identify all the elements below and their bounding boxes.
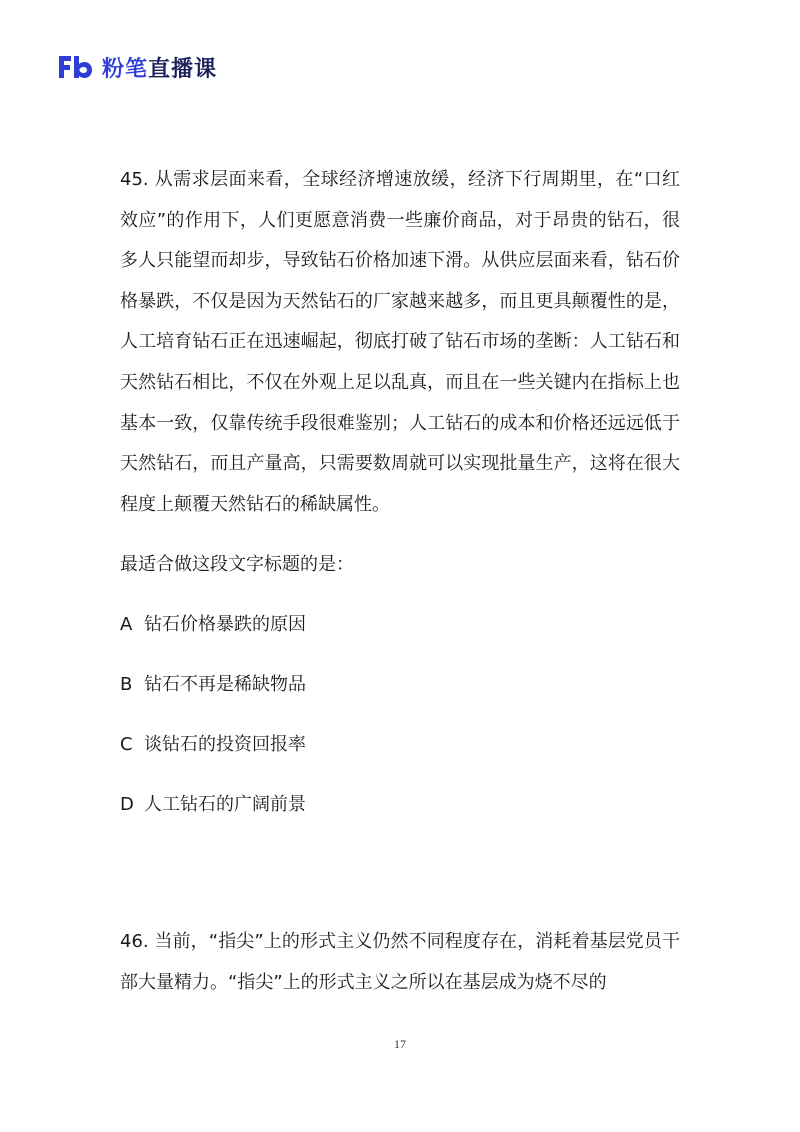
question-46-text: 当前，“指尖”上的形式主义仍然不同程度存在，消耗着基层党员干部大量精力。“指尖”上的形式主义之所以在基层成为烧不尽的 bbox=[120, 931, 680, 993]
option-d-text: 人工钻石的广阔前景 bbox=[144, 794, 306, 816]
option-a-text: 钻石价格暴跌的原因 bbox=[144, 614, 306, 636]
question-45 bbox=[120, 160, 680, 825]
question-46 bbox=[120, 922, 680, 1003]
option-b-text: 钻石不再是稀缺物品 bbox=[144, 674, 306, 696]
option-a[interactable] bbox=[120, 605, 680, 645]
option-c-letter: C bbox=[120, 734, 133, 756]
question-46-stem bbox=[120, 922, 680, 1003]
question-45-number: 45. bbox=[120, 169, 149, 190]
question-45-prompt: 最适合做这段文字标题的是： bbox=[120, 554, 354, 576]
brand-name-part1: 粉笔 bbox=[102, 56, 149, 82]
question-45-text: 从需求层面来看，全球经济增速放缓，经济下行周期里，在“口红效应”的作用下，人们更愿意消费一些廉价商品，对于昂贵的钻石，很多人只能望而却步，导致钻石价格加速下滑。从供应层面来看，钻石价格暴跌，不仅是因为天然钻石的厂家越来越多，而且更具颠覆性的是，人工培育钻石正在迅速崛起，彻底打破了钻石市场的垄断：人工钻石和天然钻石相比，不仅在外观上足以乱真，而且在一些关键内在指标上也基本一致，仅靠传统手段很难鉴别；人工钻石的成本和价格还远远低于天然钻石，而且产量高，只需要数周就可以实现批量生产，这将在很大程度上颠覆天然钻石的稀缺属性。 bbox=[120, 169, 680, 515]
option-c[interactable] bbox=[120, 725, 680, 765]
option-b[interactable] bbox=[120, 665, 680, 705]
option-b-letter: B bbox=[120, 674, 133, 696]
page-header bbox=[56, 50, 217, 84]
question-46-number: 46. bbox=[120, 931, 149, 952]
option-d[interactable] bbox=[120, 785, 680, 825]
option-a-letter: A bbox=[120, 614, 133, 636]
brand-name bbox=[102, 52, 217, 83]
option-c-text: 谈钻石的投资回报率 bbox=[144, 734, 306, 756]
question-45-stem bbox=[120, 160, 680, 525]
page-number: 17 bbox=[394, 1037, 406, 1051]
fenbi-logo-icon bbox=[56, 53, 94, 81]
option-d-letter: D bbox=[120, 794, 134, 816]
brand-name-part2: 直播课 bbox=[148, 56, 218, 82]
